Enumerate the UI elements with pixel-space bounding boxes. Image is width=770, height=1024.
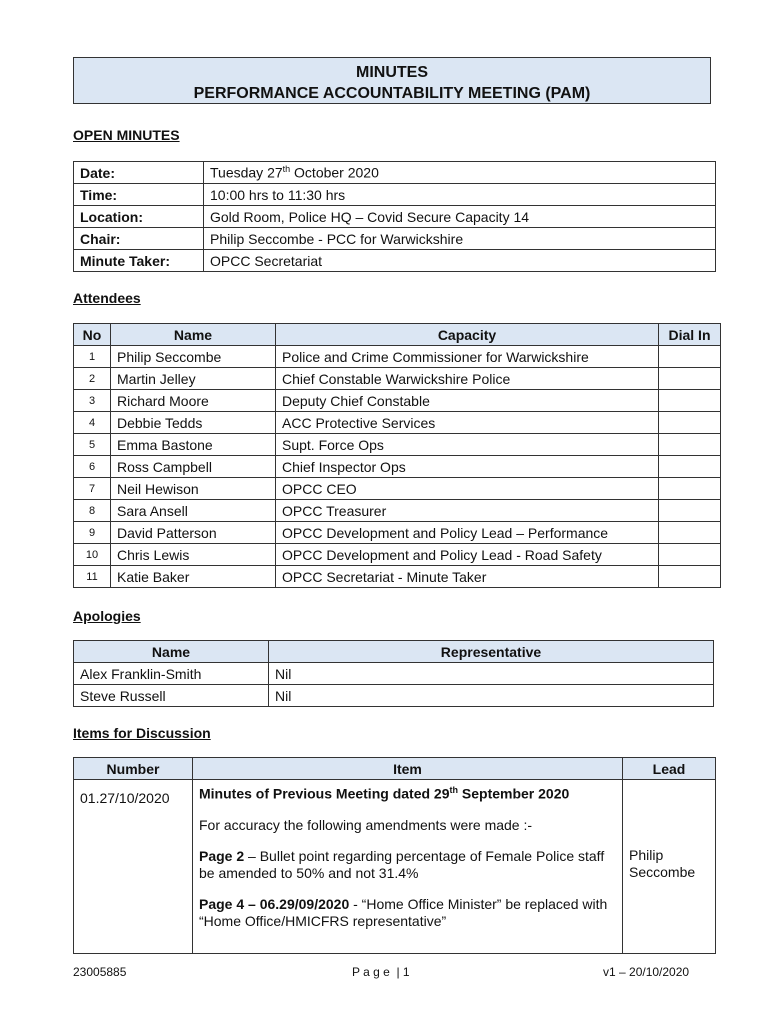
apologies-row bbox=[74, 685, 714, 707]
items-header-lead: Lead bbox=[623, 758, 716, 780]
apologies-table bbox=[73, 640, 714, 707]
item-content bbox=[193, 780, 623, 954]
meeting-row-minute-taker bbox=[74, 250, 716, 272]
attendee-dial-in bbox=[659, 412, 721, 434]
meeting-row-location bbox=[74, 206, 716, 228]
chair-label: Chair: bbox=[74, 228, 204, 250]
attendee-name: Chris Lewis bbox=[111, 544, 276, 566]
apologies-row bbox=[74, 663, 714, 685]
item-lead-line-2: Seccombe bbox=[629, 864, 696, 880]
header-dial-in: Dial In bbox=[659, 324, 721, 346]
apologies-header-representative: Representative bbox=[269, 641, 714, 663]
meeting-row-chair bbox=[74, 228, 716, 250]
attendee-dial-in bbox=[659, 478, 721, 500]
item-paragraph-3: Page 4 – 06.29/09/2020 - “Home Office Minister” be replaced with “Home Office/HMICFRS representative” bbox=[199, 895, 608, 929]
attendee-number: 7 bbox=[74, 478, 111, 500]
attendee-name: Martin Jelley bbox=[111, 368, 276, 390]
header-capacity: Capacity bbox=[276, 324, 659, 346]
meeting-row-date bbox=[74, 162, 716, 184]
attendee-number: 1 bbox=[74, 346, 111, 368]
open-minutes-heading: OPEN MINUTES bbox=[73, 127, 180, 143]
item-number: 01.27/10/2020 bbox=[74, 780, 193, 954]
attendee-number: 11 bbox=[74, 566, 111, 588]
attendee-number: 6 bbox=[74, 456, 111, 478]
attendee-capacity: OPCC Secretariat - Minute Taker bbox=[276, 566, 659, 588]
item-paragraph-1: For accuracy the following amendments were made :- bbox=[199, 816, 533, 833]
attendee-name: Sara Ansell bbox=[111, 500, 276, 522]
attendee-row bbox=[74, 544, 721, 566]
attendee-name: Ross Campbell bbox=[111, 456, 276, 478]
apologies-header-row bbox=[74, 641, 714, 663]
attendees-body bbox=[74, 346, 721, 588]
items-heading: Items for Discussion bbox=[73, 725, 211, 741]
footer-version: v1 – 20/10/2020 bbox=[603, 965, 690, 979]
header-no: No bbox=[74, 324, 111, 346]
attendee-row bbox=[74, 522, 721, 544]
location-value: Gold Room, Police HQ – Covid Secure Capacity 14 bbox=[204, 206, 716, 228]
meeting-details-table bbox=[73, 161, 716, 272]
footer-page-number: P a g e | 1 bbox=[352, 965, 410, 979]
title-line-1: MINUTES bbox=[356, 64, 428, 81]
attendee-capacity: ACC Protective Services bbox=[276, 412, 659, 434]
item-lead bbox=[623, 780, 716, 954]
attendee-number: 3 bbox=[74, 390, 111, 412]
apologies-heading: Apologies bbox=[73, 608, 141, 624]
attendee-dial-in bbox=[659, 434, 721, 456]
attendee-capacity: Police and Crime Commissioner for Warwickshire bbox=[276, 346, 659, 368]
date-value: Tuesday 27th October 2020 bbox=[204, 162, 716, 184]
attendee-capacity: OPCC Development and Policy Lead - Road Safety bbox=[276, 544, 659, 566]
attendee-capacity: OPCC Treasurer bbox=[276, 500, 659, 522]
attendee-row bbox=[74, 368, 721, 390]
attendees-heading: Attendees bbox=[73, 290, 141, 306]
header-name: Name bbox=[111, 324, 276, 346]
attendee-number: 9 bbox=[74, 522, 111, 544]
attendee-dial-in bbox=[659, 522, 721, 544]
attendee-name: Neil Hewison bbox=[111, 478, 276, 500]
attendee-row bbox=[74, 434, 721, 456]
meeting-row-time bbox=[74, 184, 716, 206]
attendee-dial-in bbox=[659, 346, 721, 368]
attendee-dial-in bbox=[659, 368, 721, 390]
attendee-capacity: Supt. Force Ops bbox=[276, 434, 659, 456]
title-line-2: PERFORMANCE ACCOUNTABILITY MEETING (PAM) bbox=[193, 85, 591, 102]
attendee-dial-in bbox=[659, 390, 721, 412]
attendee-name: Debbie Tedds bbox=[111, 412, 276, 434]
attendee-row bbox=[74, 346, 721, 368]
attendee-number: 4 bbox=[74, 412, 111, 434]
attendee-number: 2 bbox=[74, 368, 111, 390]
date-label: Date: bbox=[74, 162, 204, 184]
attendee-dial-in bbox=[659, 500, 721, 522]
attendee-dial-in bbox=[659, 566, 721, 588]
attendee-name: Philip Seccombe bbox=[111, 346, 276, 368]
attendees-table bbox=[73, 323, 721, 588]
attendee-row bbox=[74, 456, 721, 478]
item-title: Minutes of Previous Meeting dated 29th September 2020 bbox=[199, 785, 570, 802]
apologies-header-name: Name bbox=[74, 641, 269, 663]
attendee-row bbox=[74, 390, 721, 412]
item-lead-line-1: Philip bbox=[629, 847, 664, 863]
items-header-item: Item bbox=[193, 758, 623, 780]
chair-value: Philip Seccombe - PCC for Warwickshire bbox=[204, 228, 716, 250]
attendee-name: Richard Moore bbox=[111, 390, 276, 412]
attendee-number: 5 bbox=[74, 434, 111, 456]
attendee-number: 10 bbox=[74, 544, 111, 566]
apologies-representative: Nil bbox=[269, 685, 714, 707]
attendee-capacity: Chief Constable Warwickshire Police bbox=[276, 368, 659, 390]
attendee-row bbox=[74, 566, 721, 588]
minute-taker-value: OPCC Secretariat bbox=[204, 250, 716, 272]
time-label: Time: bbox=[74, 184, 204, 206]
attendee-row bbox=[74, 478, 721, 500]
location-label: Location: bbox=[74, 206, 204, 228]
footer-doc-number: 23005885 bbox=[73, 965, 127, 979]
attendee-dial-in bbox=[659, 456, 721, 478]
attendee-number: 8 bbox=[74, 500, 111, 522]
attendee-capacity: OPCC Development and Policy Lead – Performance bbox=[276, 522, 659, 544]
apologies-name: Steve Russell bbox=[74, 685, 269, 707]
attendee-name: Emma Bastone bbox=[111, 434, 276, 456]
apologies-name: Alex Franklin-Smith bbox=[74, 663, 269, 685]
attendees-header-row bbox=[74, 324, 721, 346]
item-paragraph-2: Page 2 – Bullet point regarding percentage of Female Police staff be amended to 50% and not 31.4% bbox=[199, 847, 605, 881]
minute-taker-label: Minute Taker: bbox=[74, 250, 204, 272]
attendee-capacity: OPCC CEO bbox=[276, 478, 659, 500]
attendee-capacity: Chief Inspector Ops bbox=[276, 456, 659, 478]
items-header-row bbox=[74, 758, 716, 780]
items-header-number: Number bbox=[74, 758, 193, 780]
attendee-dial-in bbox=[659, 544, 721, 566]
attendee-name: Katie Baker bbox=[111, 566, 276, 588]
document-title-box bbox=[73, 57, 711, 104]
apologies-representative: Nil bbox=[269, 663, 714, 685]
attendee-capacity: Deputy Chief Constable bbox=[276, 390, 659, 412]
items-row bbox=[74, 780, 716, 954]
attendee-row bbox=[74, 412, 721, 434]
time-value: 10:00 hrs to 11:30 hrs bbox=[204, 184, 716, 206]
attendee-row bbox=[74, 500, 721, 522]
items-table bbox=[73, 757, 716, 954]
attendee-name: David Patterson bbox=[111, 522, 276, 544]
